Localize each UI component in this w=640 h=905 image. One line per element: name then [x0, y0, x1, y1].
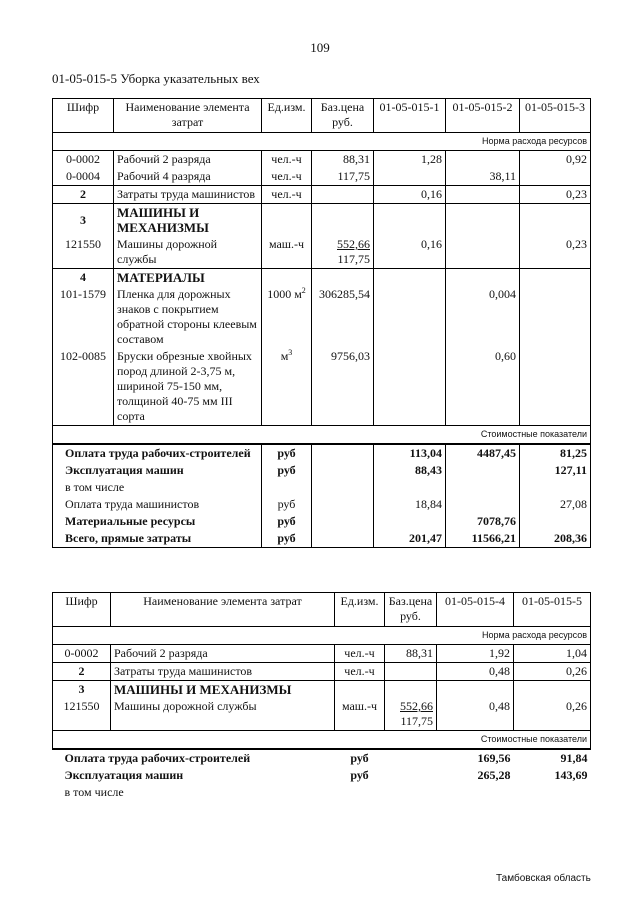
row-value-2	[446, 151, 520, 169]
table-row	[53, 286, 591, 348]
row-value-1	[374, 348, 446, 426]
row-code: 3	[53, 681, 111, 699]
row-name: Рабочий 4 разряда	[114, 168, 262, 186]
cost-value-2	[446, 496, 520, 513]
row-value-3: 0,23	[520, 236, 591, 269]
row-code: 101-1579	[53, 286, 114, 348]
cost-value-3: 81,25	[520, 444, 591, 462]
row-code: 2	[53, 186, 114, 204]
cost-row	[53, 479, 591, 496]
section-row-machines	[53, 681, 591, 699]
row-value-2	[446, 236, 520, 269]
row-value-1: 0,16	[374, 186, 446, 204]
column-header-name: Наименование элемента затрат	[114, 99, 262, 133]
row-value-1: 1,92	[437, 645, 514, 663]
row-code: 121550	[53, 698, 111, 731]
cost-name: Материальные ресурсы	[53, 513, 262, 530]
column-header-price: Баз.цена руб.	[385, 593, 437, 627]
table-row	[53, 698, 591, 731]
column-header-unit: Ед.изм.	[335, 593, 385, 627]
row-price	[385, 663, 437, 681]
cost-row	[53, 496, 591, 513]
cost-unit: руб	[262, 444, 312, 462]
cost-row	[53, 784, 591, 801]
table-row	[53, 151, 591, 169]
row-value-2: 38,11	[446, 168, 520, 186]
cost-subheader: Стоимостные показатели	[53, 731, 591, 750]
price-bottom: 117,75	[337, 252, 370, 266]
column-header-col3: 01-05-015-3	[520, 99, 591, 133]
cost-value-1: 265,28	[477, 768, 511, 782]
cost-value-3: 127,11	[520, 462, 591, 479]
cost-unit: руб	[350, 751, 369, 765]
resource-table-2	[52, 592, 591, 801]
row-name: Затраты труда машинистов	[114, 186, 262, 204]
cost-row-total	[53, 530, 591, 548]
row-name: Затраты труда машинистов	[111, 663, 335, 681]
row-value-3: 0,23	[520, 186, 591, 204]
norm-subheader-row	[53, 133, 591, 151]
column-header-code: Шифр	[53, 99, 114, 133]
cost-value-3: 27,08	[520, 496, 591, 513]
cost-name: Оплата труда машинистов	[53, 496, 262, 513]
cost-value-1: 169,56	[477, 751, 511, 765]
row-unit: чел.-ч	[262, 168, 312, 186]
cost-value-2: 143,69	[554, 768, 588, 782]
cost-subheader-row	[53, 731, 591, 750]
cost-row	[53, 767, 591, 784]
cost-value-1: 201,47	[374, 530, 446, 548]
row-value-3: 0,92	[520, 151, 591, 169]
cost-value-1: 113,04	[374, 444, 446, 462]
row-price	[312, 186, 374, 204]
cost-value-1: 18,84	[374, 496, 446, 513]
row-name: Машины дорожной службы	[111, 698, 335, 731]
cost-value-1	[374, 513, 446, 530]
row-name: Рабочий 2 разряда	[114, 151, 262, 169]
cost-name: Эксплуатация машин	[53, 462, 262, 479]
section-title: МАШИНЫ И МЕХАНИЗМЫ	[111, 681, 335, 699]
row-unit: чел.-ч	[335, 663, 385, 681]
section-header: 01-05-015-5 Уборка указательных вех	[52, 71, 260, 86]
column-header-col5: 01-05-015-5	[514, 593, 591, 627]
cost-value-3	[520, 513, 591, 530]
cost-value-2: 4487,45	[446, 444, 520, 462]
row-unit: чел.-ч	[262, 186, 312, 204]
table-row	[53, 663, 591, 681]
cost-name: Оплата труда рабочих-строителей	[64, 751, 251, 765]
row-price: 117,75	[312, 168, 374, 186]
cost-unit: руб	[262, 462, 312, 479]
row-code: 3	[53, 204, 114, 237]
row-value-2: 0,004	[446, 286, 520, 348]
section-title: МАТЕРИАЛЫ	[114, 269, 262, 287]
row-value-3	[520, 286, 591, 348]
norm-subheader: Норма расхода ресурсов	[53, 627, 591, 645]
table-row	[53, 645, 591, 663]
cost-name: Оплата труда рабочих-строителей	[53, 444, 262, 462]
cost-subheader-row	[53, 426, 591, 445]
table-row	[53, 348, 591, 426]
row-value-1	[374, 286, 446, 348]
section-title: МАШИНЫ И МЕХАНИЗМЫ	[114, 204, 262, 237]
table-row	[53, 236, 591, 269]
row-code: 2	[53, 663, 111, 681]
row-value-1: 0,48	[437, 698, 514, 731]
table-row	[53, 168, 591, 186]
row-name: Бруски обрезные хвойных пород длиной 2-3,75 м, шириной 75-150 мм, толщиной 40-75 мм III сорта	[114, 348, 262, 426]
row-price: 306285,54	[312, 286, 374, 348]
table-header-row	[53, 593, 591, 627]
row-value-2: 0,26	[514, 698, 591, 731]
cost-name: в том числе	[64, 785, 124, 799]
row-value-3	[520, 168, 591, 186]
cost-row	[53, 513, 591, 530]
row-value-2: 0,26	[514, 663, 591, 681]
norm-subheader: Норма расхода ресурсов	[53, 133, 591, 151]
row-unit: 1000 $м^2$	[262, 286, 312, 348]
price-bottom: 117,75	[400, 714, 433, 728]
column-header-col4: 01-05-015-4	[437, 593, 514, 627]
row-price	[312, 236, 374, 269]
row-unit: маш.-ч	[335, 698, 385, 731]
cost-subheader: Стоимостные показатели	[53, 426, 591, 445]
norm-subheader-row	[53, 627, 591, 645]
row-value-1: 1,28	[374, 151, 446, 169]
price-top: 552,66	[337, 237, 370, 251]
table-header-row	[53, 99, 591, 133]
column-header-name: Наименование элемента затрат	[111, 593, 335, 627]
resource-table-1	[52, 98, 591, 548]
row-price	[385, 698, 437, 731]
cost-value-2	[446, 462, 520, 479]
row-name: Рабочий 2 разряда	[111, 645, 335, 663]
row-code: 0-0002	[53, 151, 114, 169]
page-number: 109	[310, 40, 330, 55]
row-price: 88,31	[385, 645, 437, 663]
row-unit: чел.-ч	[335, 645, 385, 663]
row-unit: чел.-ч	[262, 151, 312, 169]
column-header-col2: 01-05-015-2	[446, 99, 520, 133]
cost-row	[53, 444, 591, 462]
cost-unit: руб	[262, 496, 312, 513]
row-value-3	[520, 348, 591, 426]
cost-row	[53, 462, 591, 479]
row-name: Машины дорожной службы	[114, 236, 262, 269]
cost-value-2: 11566,21	[446, 530, 520, 548]
cost-value-3: 208,36	[520, 530, 591, 548]
cost-value-1: 88,43	[374, 462, 446, 479]
row-value-1: 0,16	[374, 236, 446, 269]
row-code: 0-0004	[53, 168, 114, 186]
footer-region: Тамбовская область	[496, 873, 591, 884]
cost-unit: руб	[262, 513, 312, 530]
row-unit: маш.-ч	[262, 236, 312, 269]
column-header-code: Шифр	[53, 593, 111, 627]
column-header-col1: 01-05-015-1	[374, 99, 446, 133]
column-header-price: Баз.цена руб.	[312, 99, 374, 133]
price-top: 552,66	[400, 699, 433, 713]
row-name: Пленка для дорожных знаков с покрытием обратной стороны клеевым составом	[114, 286, 262, 348]
row-code: 121550	[53, 236, 114, 269]
cost-value-2: 91,84	[560, 751, 588, 765]
cost-name: в том числе	[53, 479, 262, 496]
table-row	[53, 186, 591, 204]
row-value-2: 0,60	[446, 348, 520, 426]
column-header-unit: Ед.изм.	[262, 99, 312, 133]
row-code: 0-0002	[53, 645, 111, 663]
row-code: 4	[53, 269, 114, 287]
row-price: 88,31	[312, 151, 374, 169]
cost-unit: руб	[262, 530, 312, 548]
row-value-2: 1,04	[514, 645, 591, 663]
cost-unit: руб	[350, 768, 369, 782]
cost-name: Эксплуатация машин	[64, 768, 184, 782]
row-value-1: 0,48	[437, 663, 514, 681]
section-row-materials	[53, 269, 591, 287]
cost-name: Всего, прямые затраты	[53, 530, 262, 548]
row-value-1	[374, 168, 446, 186]
cost-row	[53, 749, 591, 767]
section-row-machines	[53, 204, 591, 237]
row-code: 102-0085	[53, 348, 114, 426]
cost-value-2: 7078,76	[446, 513, 520, 530]
row-value-2	[446, 186, 520, 204]
row-price: 9756,03	[312, 348, 374, 426]
row-unit: $м^3$	[262, 348, 312, 426]
